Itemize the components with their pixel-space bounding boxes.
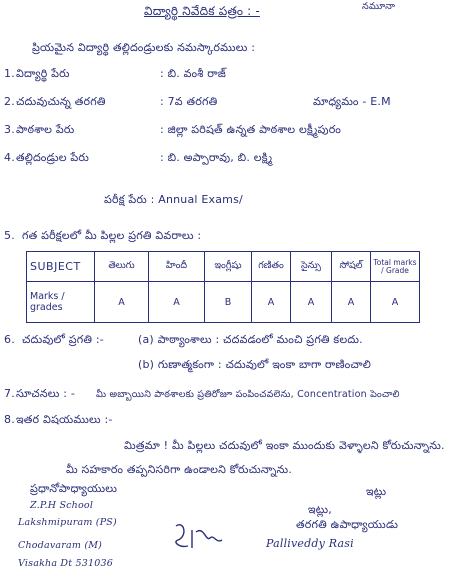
section-7-number: 7.	[4, 387, 15, 400]
item-1-number: 1.	[4, 67, 15, 80]
marks-table-grade-row	[27, 282, 420, 323]
section-5-number: 5.	[4, 229, 15, 242]
section-6-part-a: (a) పాఠ్యాంశాలు : చదవడంలో మంచి ప్రగతి కలదు.	[138, 333, 363, 346]
section-8-label: ఇతర విషయములు :-	[16, 413, 113, 426]
grade-cell-hindi: A	[149, 282, 205, 323]
closing-line-3: ఇట్లు	[366, 485, 387, 498]
corner-note: నమూనా	[362, 1, 396, 12]
grade-cell-social: A	[332, 282, 371, 323]
teacher-name: Palliveddy Rasi	[266, 537, 354, 550]
closing-line-2: మీ సహకారం తప్పనిసరిగా ఉండాలని కోరుచున్నాను.	[66, 463, 293, 476]
subject-cell-maths: గణితం	[252, 252, 291, 282]
section-8-number: 8.	[4, 413, 15, 426]
item-2-value: : 7వ తరగతి	[160, 95, 218, 108]
item-2-number: 2.	[4, 95, 15, 108]
item-2-label: చదువుచున్న తరగతి	[16, 95, 106, 108]
address-line-1: ప్రధానోపాధ్యాయులు	[30, 482, 118, 495]
exam-name-line: పరీక్ష పేరు : Annual Exams/	[104, 193, 243, 206]
item-4-label: తల్లిదండ్రుల పేరు	[16, 151, 89, 164]
closing-line-4: ఇట్లు,	[308, 503, 332, 516]
subject-cell-telugu: తెలుగు	[95, 252, 149, 282]
teacher-designation: తరగతి ఉపాధ్యాయుడు	[296, 518, 399, 531]
grade-cell-telugu: A	[95, 282, 149, 323]
address-line-5: Visakha Dt 531036	[18, 558, 113, 569]
grade-cell-total: A	[371, 282, 420, 323]
address-line-4: Chodavaram (M)	[18, 540, 103, 551]
grade-cell-science: A	[291, 282, 332, 323]
subject-cell-english: ఇంగ్లీషు	[205, 252, 252, 282]
subject-cell-total: Total marks / Grade	[371, 252, 420, 282]
item-1-value: : బి. వంశీ రాజ్	[160, 67, 226, 80]
closing-line-1: మిత్రమా ! మీ పిల్లలు చదువులో ఇంకా ముందుకు వెళ్ళాలని కోరుచున్నాను.	[124, 439, 445, 452]
item-2-medium: మాధ్యమం - E.M	[313, 95, 391, 108]
subject-cell-hindi: హిందీ	[149, 252, 205, 282]
section-6-label: చదువులో ప్రగతి :-	[22, 333, 104, 346]
section-6-part-b: (b) గుణాత్మకంగా : చదువులో ఇంకా బాగా రాణించాలి	[138, 358, 372, 371]
page-title: విద్యార్థి నివేదిక పత్రం : -	[144, 4, 260, 18]
item-3-value: : జిల్లా పరిషత్ ఉన్నత పాఠశాల లక్ష్మీపురం	[160, 123, 342, 136]
section-5-label: గత పరీక్షలలో మీ పిల్లల ప్రగతి వివరాలు :	[22, 229, 202, 242]
section-7-text: మీ అబ్బాయిని పాఠశాలకు ప్రతిరోజూ పంపించవలెను, Concentration పెంచాలి	[96, 389, 400, 400]
item-3-label: పాఠశాల పేరు	[16, 123, 75, 136]
section-6-number: 6.	[4, 333, 15, 346]
subject-cell-social: సోషల్	[332, 252, 371, 282]
marks-table-header-row	[27, 252, 420, 282]
subject-header-cell: SUBJECT	[27, 252, 95, 282]
intro-line: ప్రియమైన విద్యార్థి తల్లిదండ్రులకు నమస్కారములు :	[32, 41, 256, 54]
handwritten-signature	[170, 518, 230, 554]
section-7-label: సూచనలు : -	[16, 387, 76, 400]
item-3-number: 3.	[4, 123, 15, 136]
address-line-3: Lakshmipuram (PS)	[18, 517, 117, 528]
grade-cell-english: B	[205, 282, 252, 323]
row-label-cell: Marks / grades	[27, 282, 95, 323]
address-line-2: Z.P.H School	[30, 500, 94, 511]
grade-cell-maths: A	[252, 282, 291, 323]
marks-table	[26, 251, 420, 323]
item-4-number: 4.	[4, 151, 15, 164]
item-1-label: విద్యార్థి పేరు	[16, 67, 70, 80]
item-4-value: : బి. అప్పారావు, బి. లక్ష్మి	[160, 151, 273, 164]
subject-cell-science: సైన్సు	[291, 252, 332, 282]
